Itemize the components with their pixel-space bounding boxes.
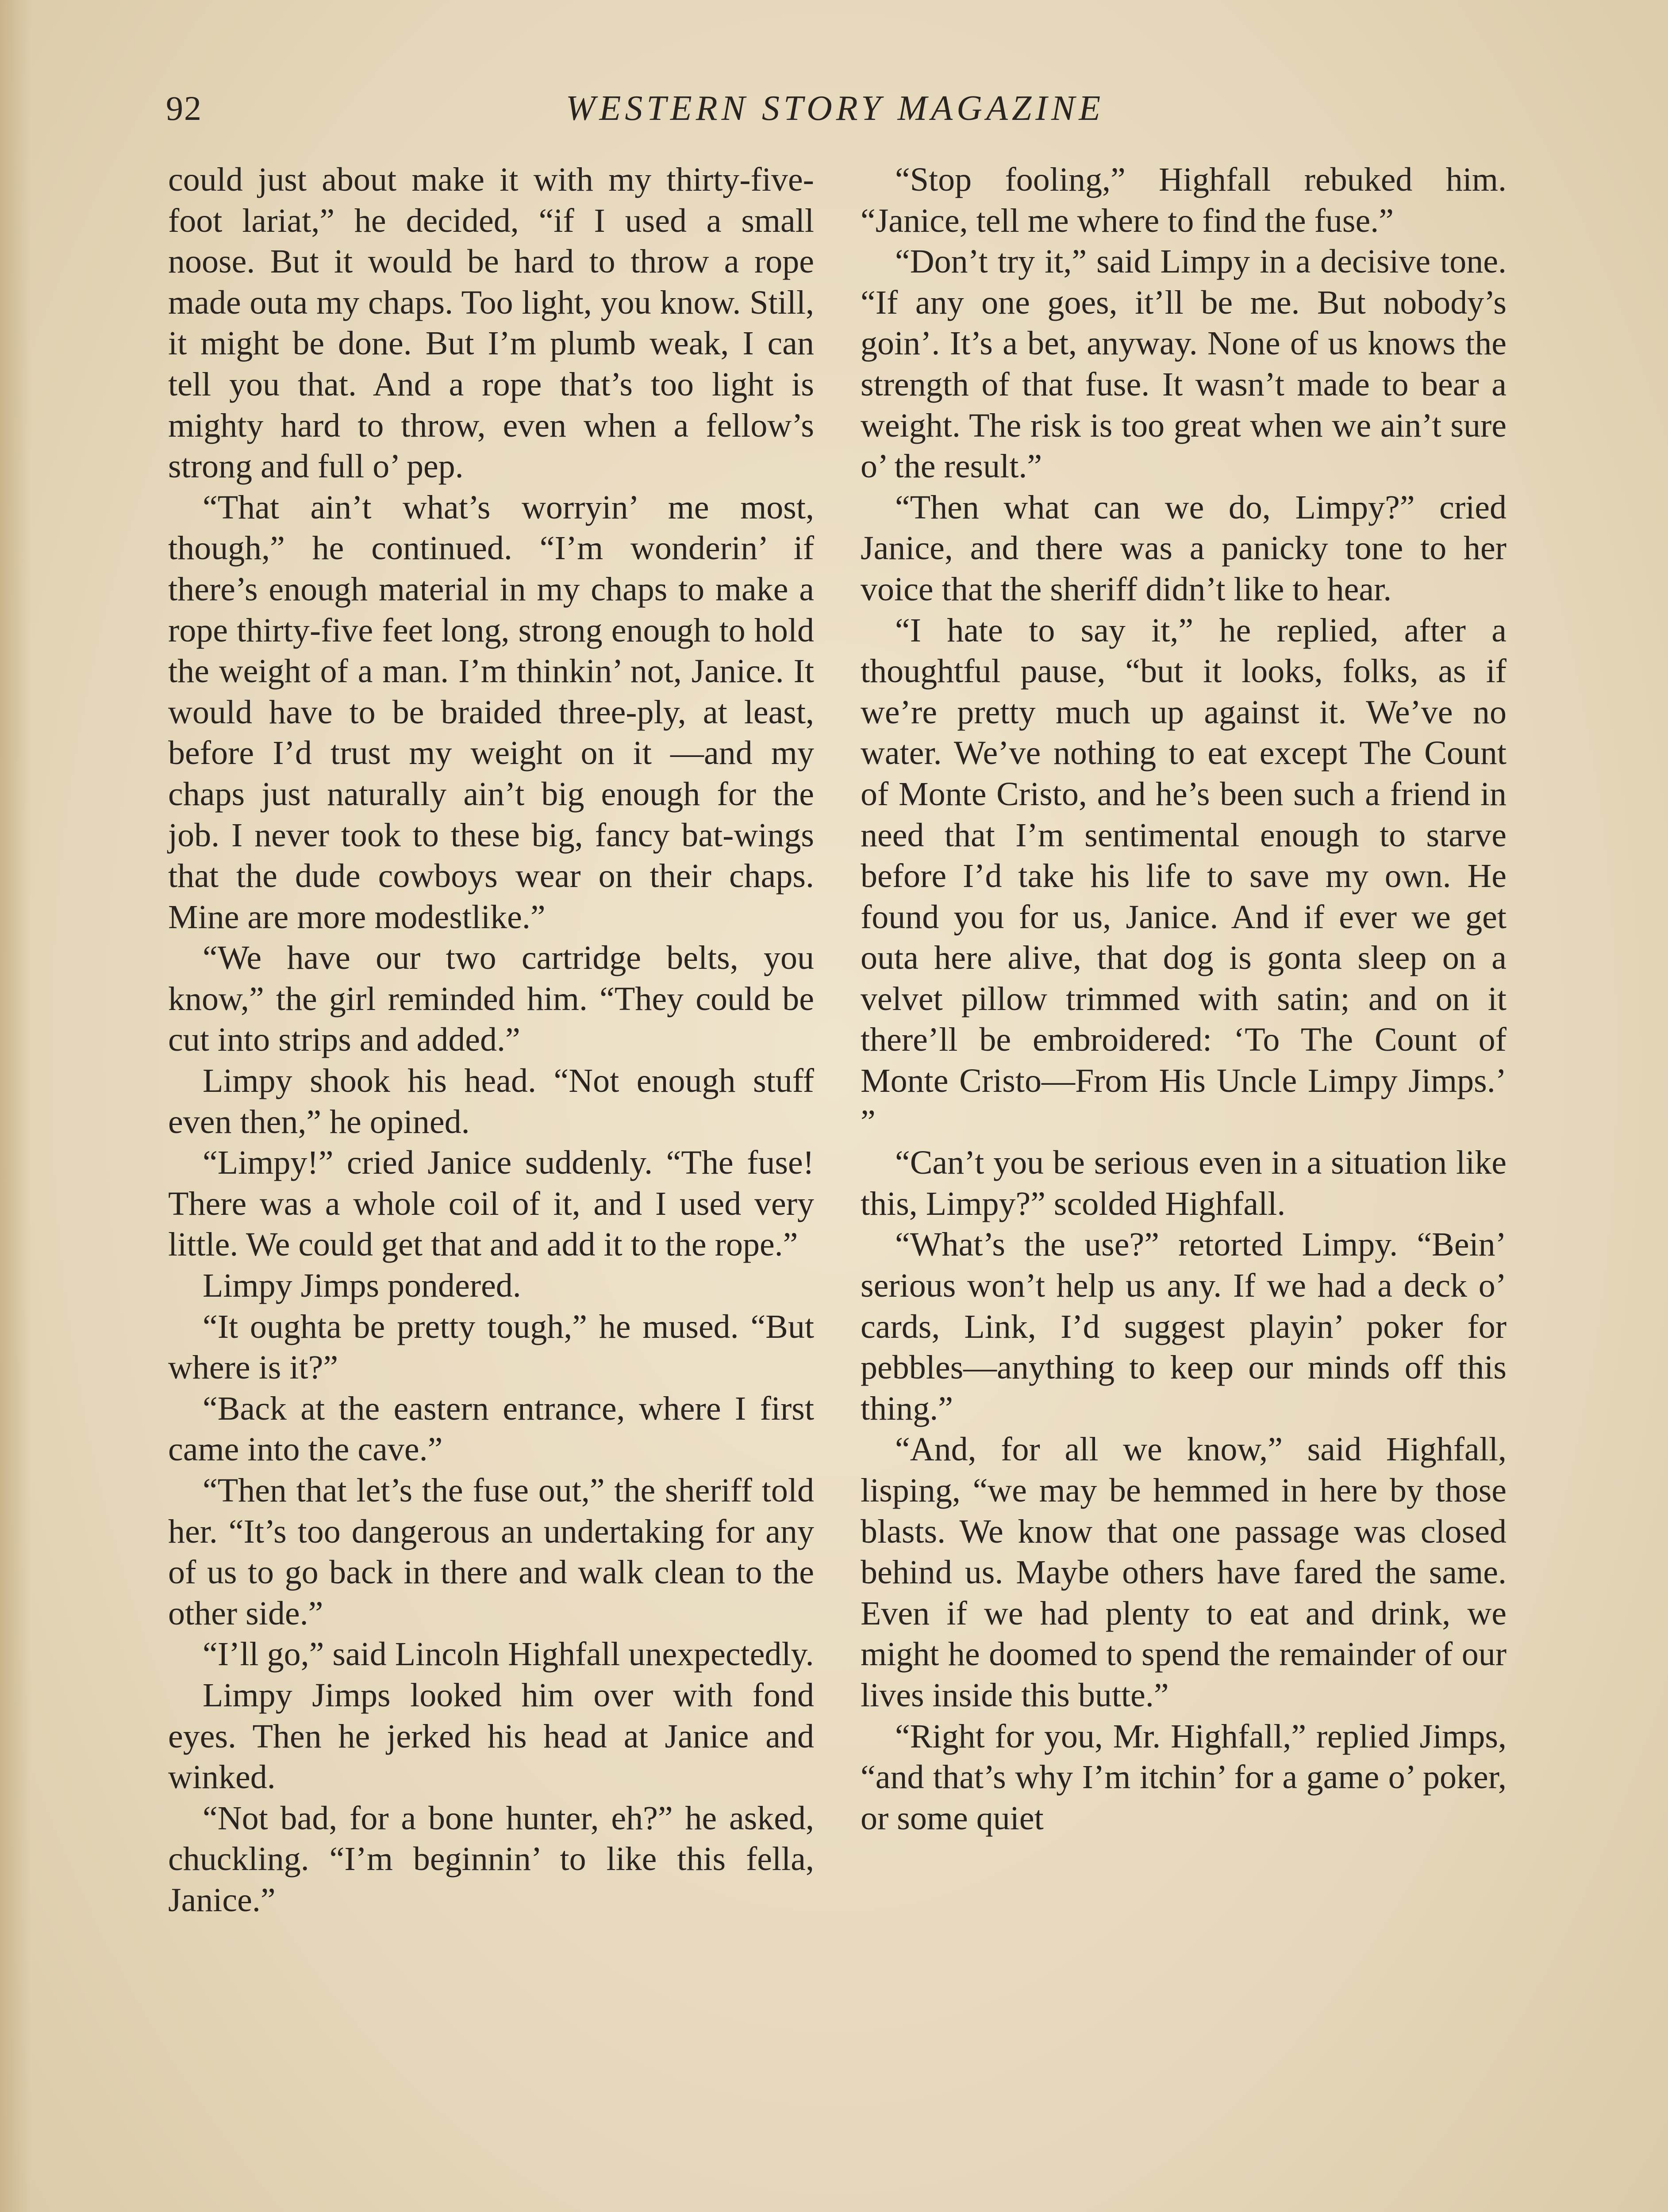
paragraph: could just about make it with my thirty-five-foot lariat,” he decided, “if I used a small noose. But it would be hard to throw a rope made outa my chaps. Too light, you know. Still, it might be done. But I’m plumb weak, I can tell you that. And a rope that’s too light is mighty hard to throw, even when a fellow’s strong and full o’ pep. xyxy=(168,161,814,485)
paragraph: “Then what can we do, Limpy?” cried Janice, and there was a panicky tone to her voice that the sheriff didn’t like to hear. xyxy=(861,488,1507,608)
paragraph: “We have our two cartridge belts, you know,” the girl reminded him. “They could be cut into strips and added.” xyxy=(168,939,814,1059)
page-header xyxy=(166,84,1504,133)
paragraph: “That ain’t what’s worryin’ me most, though,” he continued. “I’m wonderin’ if there’s enough material in my chaps to make a rope thirty-five feet long, strong enough to hold the weight of a man. I’m thinkin’ not, Janice. It would have to be braided three-ply, at least, before I’d trust my weight on it —and my chaps just naturally ain’t big enough for the job. I never took to these big, fancy bat-wings that the dude cowboys wear on their chaps. Mine are more modestlike.” xyxy=(168,488,814,936)
paragraph: “Not bad, for a bone hunter, eh?” he asked, chuckling. “I’m beginnin’ to like this fella, Janice.” xyxy=(168,1799,814,1919)
paragraph: “Right for you, Mr. Highfall,” replied Jimps, “and that’s why I’m itchin’ for a game o’ poker, or some quiet xyxy=(861,1717,1507,1837)
paragraph: Limpy Jimps looked him over with fond eyes. Then he jerked his head at Janice and winked. xyxy=(168,1676,814,1796)
paragraph: “I hate to say it,” he replied, after a thoughtful pause, “but it looks, folks, as if we’re pretty much up against it. We’ve no water. We’ve nothing to eat except The Count of Monte Cristo, and he’s been such a friend in need that I’m sentimental enough to starve before I’d take his life to save my own. He found you for us, Janice. And if ever we get outa here alive, that dog is gonta sleep on a velvet pillow trimmed with satin; and on it there’ll be embroidered: ‘To The Count of Monte Cristo—From His Uncle Limpy Jimps.’ ” xyxy=(861,611,1507,1141)
left-column xyxy=(168,159,814,1921)
paragraph: “And, for all we know,” said Highfall, lisping, “we may be hemmed in here by those blasts. We know that one passage was closed behind us. Maybe others have fared the same. Even if we had plenty to eat and drink, we might he doomed to spend the remainder of our lives inside this butte.” xyxy=(861,1431,1507,1714)
paragraph: “What’s the use?” retorted Limpy. “Bein’ serious won’t help us any. If we had a deck o’ cards, Link, I’d suggest playin’ poker for pebbles—anything to keep our minds off this thing.” xyxy=(861,1226,1507,1427)
paragraph: “Don’t try it,” said Limpy in a decisive tone. “If any one goes, it’ll be me. But nobody’s goin’. It’s a bet, anyway. None of us knows the strength of that fuse. It wasn’t made to bear a weight. The risk is too great when we ain’t sure o’ the result.” xyxy=(861,243,1507,485)
paragraph: “Then that let’s the fuse out,” the sheriff told her. “It’s too dangerous an undertaking for any of us to go back in there and walk clean to the other side.” xyxy=(168,1472,814,1632)
paragraph: “It oughta be pretty tough,” he mused. “But where is it?” xyxy=(168,1308,814,1386)
paragraph: “Back at the eastern entrance, where I first came into the cave.” xyxy=(168,1390,814,1468)
paragraph: “Stop fooling,” Highfall rebuked him. “Janice, tell me where to find the fuse.” xyxy=(861,161,1507,239)
paragraph: Limpy shook his head. “Not enough stuff even then,” he opined. xyxy=(168,1062,814,1141)
right-column xyxy=(861,159,1507,1839)
magazine-title: WESTERN STORY MAGAZINE xyxy=(565,89,1105,128)
paragraph: “I’ll go,” said Lincoln Highfall unexpectedly. xyxy=(203,1636,814,1673)
page-number: 92 xyxy=(166,89,202,127)
page-edge-shadow xyxy=(0,0,31,2212)
paragraph: Limpy Jimps pondered. xyxy=(203,1267,521,1305)
paragraph: “Limpy!” cried Janice suddenly. “The fuse! There was a whole coil of it, and I used very little. We could get that and add it to the rope.” xyxy=(168,1144,814,1263)
paragraph: “Can’t you be serious even in a situation like this, Limpy?” scolded Highfall. xyxy=(861,1144,1507,1222)
